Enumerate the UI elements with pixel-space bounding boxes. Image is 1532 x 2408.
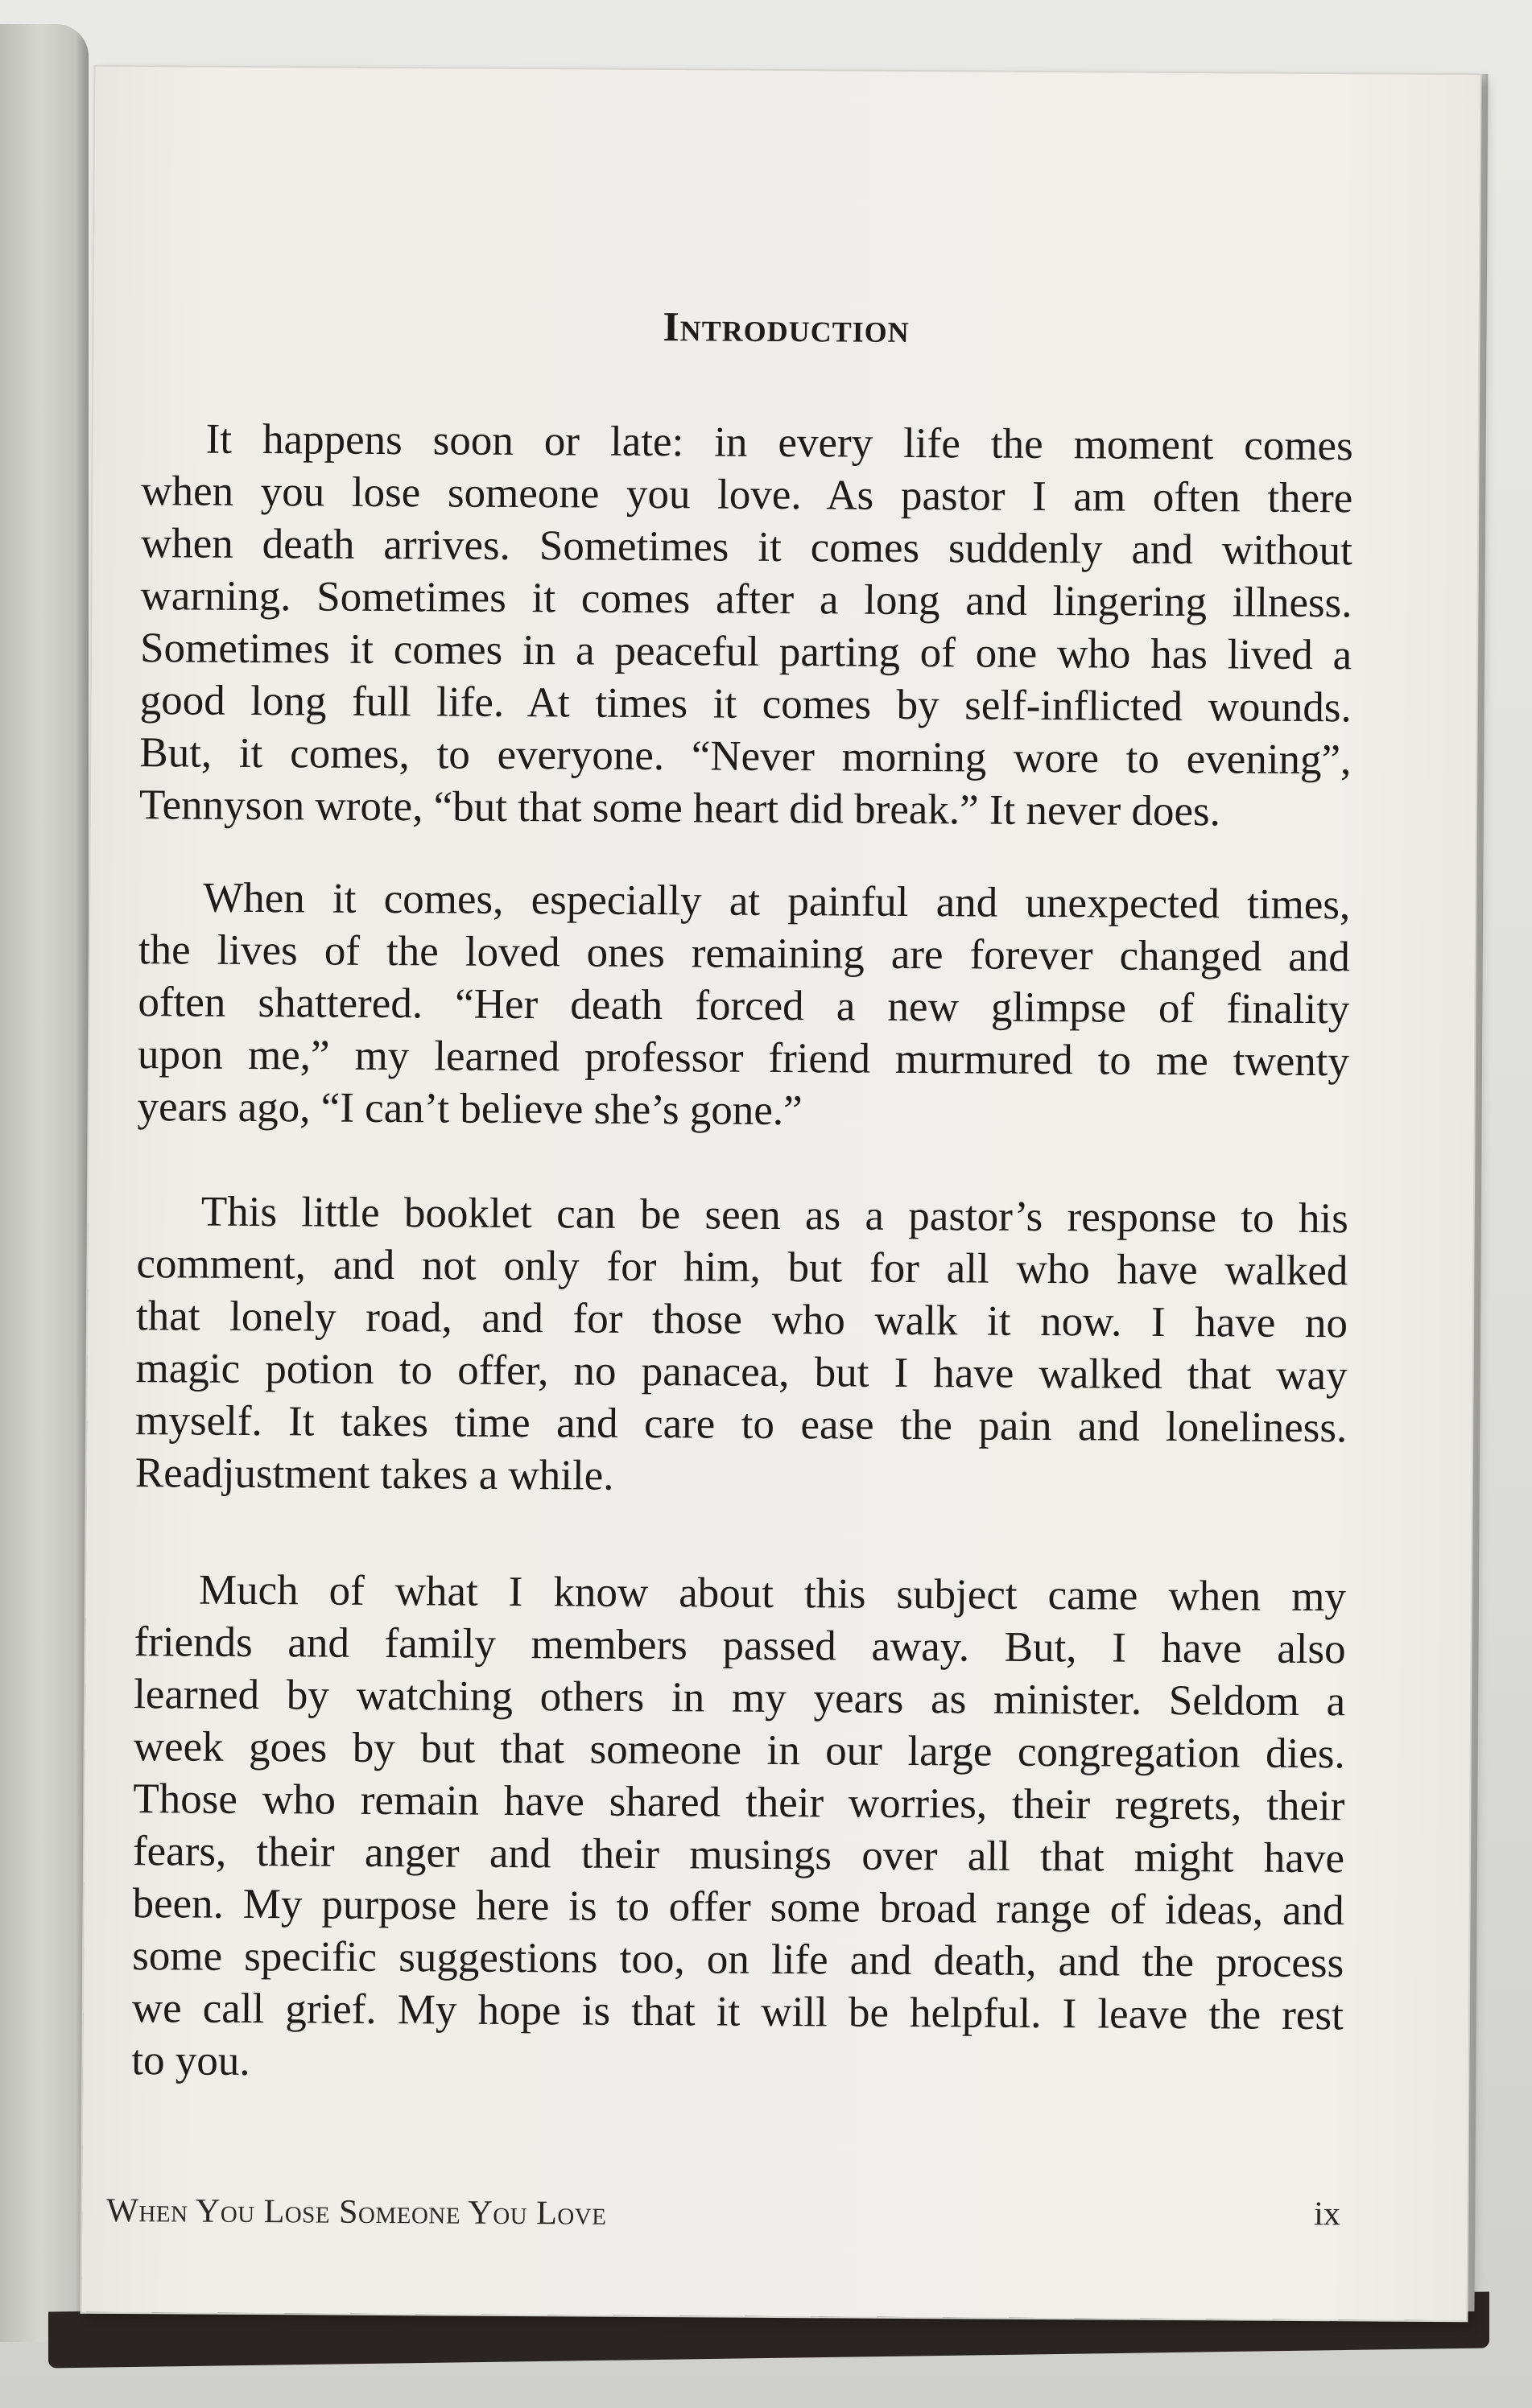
paragraph-1: [139, 413, 1353, 839]
book-page: [81, 67, 1480, 2320]
page-number: ix: [1314, 2196, 1341, 2233]
text-line: Much of what I know about this subject came when my: [198, 1566, 1347, 1621]
text-line: the lives of the loved ones remaining are forever changed and: [138, 926, 1350, 981]
text-line: warning. Sometimes it comes after a long and lingering illness.: [140, 572, 1352, 627]
text-line: often shattered. “Her death forced a new glimpse of finality: [138, 979, 1350, 1033]
text-line: when death arrives. Sometimes it comes suddenly and without: [140, 520, 1353, 575]
text-line: When it comes, especially at painful and unexpected times,: [203, 874, 1351, 929]
text-line: It happens soon or late: in every life the moment comes: [205, 415, 1353, 470]
text-line: that lonely road, and for those who walk it now. I have no: [135, 1293, 1348, 1347]
text-line: This little booklet can be seen as a pastor’s response to his: [200, 1188, 1348, 1243]
text-line: Readjustment takes a while.: [134, 1449, 614, 1499]
text-line: myself. It takes time and care to ease the pain and loneliness.: [135, 1397, 1348, 1452]
text-line: good long full life. At times it comes by self-inflicted wounds.: [139, 677, 1352, 732]
text-line: been. My purpose here is to offer some broad range of ideas, and: [132, 1880, 1344, 1935]
text-line: upon me,” my learned professor friend murmured to me twenty: [137, 1031, 1350, 1086]
text-line: to you.: [131, 2037, 250, 2084]
text-line: some specific suggestions too, on life and death, and the process: [132, 1932, 1344, 1987]
text-line: when you lose someone you love. As pastor I am often there: [141, 468, 1353, 522]
text-line: magic potion to offer, no panacea, but I have walked that way: [135, 1345, 1348, 1400]
text-line: Tennyson wrote, “but that some heart did break.” It never does.: [138, 781, 1221, 835]
text-line: week goes by but that someone in our large congregation dies.: [133, 1723, 1345, 1778]
chapter-title: Introduction: [663, 304, 910, 352]
facing-page-edge: [0, 24, 89, 2342]
running-footer-title: When You Lose Someone You Love: [106, 2192, 607, 2233]
paragraph-2: [137, 872, 1350, 1140]
text-line: years ago, “I can’t believe she’s gone.”: [137, 1083, 803, 1135]
text-line: friends and family members passed away. But, I have also: [134, 1618, 1346, 1673]
paragraph-3: [135, 1185, 1348, 1507]
text-line: we call grief. My hope is that it will be helpful. I leave the rest: [131, 1985, 1344, 2039]
text-line: But, it comes, to everyone. “Never morning wore to evening”,: [139, 729, 1352, 784]
text-line: Those who remain have shared their worries, their regrets, their: [133, 1775, 1345, 1830]
text-line: comment, and not only for him, but for all who have walked: [136, 1240, 1348, 1295]
text-line: fears, their anger and their musings over all that might have: [132, 1828, 1345, 1882]
text-line: Sometimes it comes in a peaceful parting of one who has lived a: [139, 625, 1352, 679]
paragraph-4: [131, 1564, 1346, 2094]
text-line: learned by watching others in my years as minister. Seldom a: [134, 1671, 1346, 1726]
